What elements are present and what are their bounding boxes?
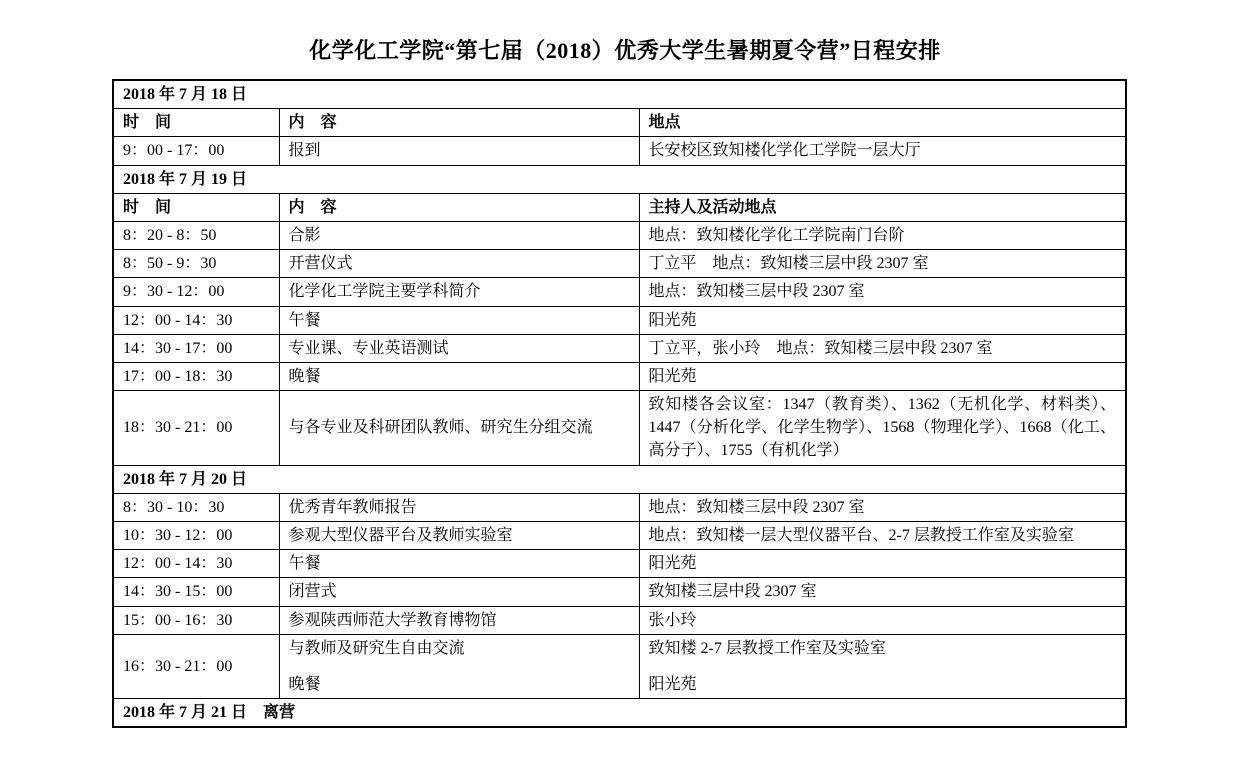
date-label: 2018 年 7 月 21 日 离营 — [113, 699, 1126, 728]
time-cell: 18：30 - 21：00 — [113, 391, 279, 466]
table-row — [113, 250, 1126, 278]
time-cell: 8：50 - 9：30 — [113, 250, 279, 278]
table-row — [113, 578, 1126, 606]
date-label: 2018 年 7 月 18 日 — [113, 80, 1126, 109]
date-row — [113, 465, 1126, 493]
location-cell: 地点：致知楼三层中段 2307 室 — [639, 278, 1126, 306]
time-cell: 14：30 - 17：00 — [113, 334, 279, 362]
time-cell: 8：20 - 8：50 — [113, 221, 279, 249]
date-label: 2018 年 7 月 19 日 — [113, 165, 1126, 193]
content-cell: 开营仪式 — [279, 250, 639, 278]
col-header-time: 时 间 — [113, 109, 279, 137]
content-cell: 参观大型仪器平台及教师实验室 — [279, 522, 639, 550]
time-cell: 12：00 - 14：30 — [113, 550, 279, 578]
table-row — [113, 278, 1126, 306]
content-cell: 专业课、专业英语测试 — [279, 334, 639, 362]
date-row — [113, 80, 1126, 109]
location-line-1: 致知楼 2-7 层教授工作室及实验室 — [648, 639, 886, 657]
content-cell: 晚餐 — [279, 362, 639, 390]
location-cell: 阳光苑 — [639, 306, 1126, 334]
col-header-content: 内 容 — [279, 193, 639, 221]
time-cell: 9：30 - 12：00 — [113, 278, 279, 306]
table-row — [113, 306, 1126, 334]
date-row — [113, 165, 1126, 193]
table-row — [113, 606, 1126, 634]
schedule-table — [112, 79, 1127, 728]
time-cell: 16：30 - 21：00 — [113, 634, 279, 698]
col-header-time: 时 间 — [113, 193, 279, 221]
location-cell: 致知楼各会议室：1347（教育类）、1362（无机化学、材料类）、1447（分析化学、化学生物学）、1568（物理化学）、1668（化工、高分子）、1755（有机化学） — [639, 391, 1126, 466]
content-cell: 午餐 — [279, 550, 639, 578]
table-row — [113, 391, 1126, 466]
content-line-2: 晚餐 — [288, 675, 321, 693]
location-cell: 张小玲 — [639, 606, 1126, 634]
document-title: 化学化工学院“第七届（2018）优秀大学生暑期夏令营”日程安排 — [309, 38, 941, 63]
date-label: 2018 年 7 月 20 日 — [113, 465, 1126, 493]
content-cell: 闭营式 — [279, 578, 639, 606]
header-row — [113, 109, 1126, 137]
location-cell: 地点：致知楼化学化工学院南门台阶 — [639, 221, 1126, 249]
content-cell: 优秀青年教师报告 — [279, 493, 639, 521]
location-cell: 阳光苑 — [639, 550, 1126, 578]
table-row — [113, 362, 1126, 390]
time-cell: 14：30 - 15：00 — [113, 578, 279, 606]
header-row — [113, 193, 1126, 221]
location-cell — [639, 634, 1126, 698]
content-cell: 与各专业及科研团队教师、研究生分组交流 — [279, 391, 639, 466]
col-header-content: 内 容 — [279, 109, 639, 137]
time-cell: 17：00 - 18：30 — [113, 362, 279, 390]
location-cell: 丁立平，张小玲 地点：致知楼三层中段 2307 室 — [639, 334, 1126, 362]
time-cell: 10：30 - 12：00 — [113, 522, 279, 550]
location-cell: 阳光苑 — [639, 362, 1126, 390]
table-row — [113, 634, 1126, 698]
content-cell: 合影 — [279, 221, 639, 249]
time-cell: 8：30 - 10：30 — [113, 493, 279, 521]
table-row — [113, 522, 1126, 550]
table-row — [113, 137, 1126, 165]
location-cell: 致知楼三层中段 2307 室 — [639, 578, 1126, 606]
location-line-2: 阳光苑 — [648, 675, 697, 693]
time-cell: 12：00 - 14：30 — [113, 306, 279, 334]
table-row — [113, 493, 1126, 521]
location-cell: 地点：致知楼一层大型仪器平台、2-7 层教授工作室及实验室 — [639, 522, 1126, 550]
content-cell: 化学化工学院主要学科简介 — [279, 278, 639, 306]
content-cell: 参观陕西师范大学教育博物馆 — [279, 606, 639, 634]
location-cell: 地点：致知楼三层中段 2307 室 — [639, 493, 1126, 521]
content-cell: 午餐 — [279, 306, 639, 334]
time-cell: 15：00 - 16：30 — [113, 606, 279, 634]
col-header-location: 地点 — [639, 109, 1126, 137]
location-cell: 丁立平 地点：致知楼三层中段 2307 室 — [639, 250, 1126, 278]
table-row — [113, 550, 1126, 578]
content-line-1: 与教师及研究生自由交流 — [288, 639, 465, 657]
location-cell: 长安校区致知楼化学化工学院一层大厅 — [639, 137, 1126, 165]
table-row — [113, 221, 1126, 249]
date-row — [113, 699, 1126, 728]
content-cell — [279, 634, 639, 698]
content-cell: 报到 — [279, 137, 639, 165]
time-cell: 9：00 - 17：00 — [113, 137, 279, 165]
document-page — [0, 34, 1250, 771]
table-row — [113, 334, 1126, 362]
col-header-location: 主持人及活动地点 — [639, 193, 1126, 221]
